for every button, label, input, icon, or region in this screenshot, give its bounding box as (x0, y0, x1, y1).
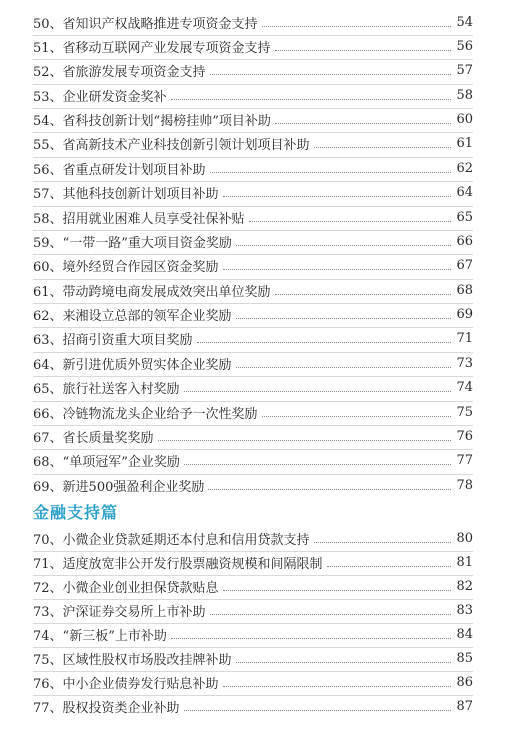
toc-entry-page: 66 (456, 234, 473, 249)
toc-entry-title: 63、招商引资重大项目奖励 (33, 333, 193, 348)
toc-entry[interactable] (33, 59, 473, 82)
toc-entry-title: 66、冷链物流龙头企业给予一次性奖励 (33, 407, 258, 422)
toc-entry-title: 61、带动跨境电商发展成效突出单位奖励 (33, 285, 271, 300)
toc-entry-title: 57、其他科技创新计划项目补助 (33, 187, 219, 202)
toc-entry-page: 81 (456, 555, 473, 570)
toc-entry-page: 78 (456, 478, 473, 493)
toc-entry-page: 80 (456, 531, 473, 546)
toc-entry[interactable] (33, 132, 473, 155)
dot-leader (197, 342, 451, 343)
toc-entry[interactable] (33, 181, 473, 204)
dot-leader (327, 566, 451, 567)
toc-entry-title: 60、境外经贸合作园区资金奖励 (33, 260, 219, 275)
toc-entry-page: 68 (456, 283, 473, 298)
dot-leader (275, 294, 451, 295)
dot-leader (314, 147, 451, 148)
toc-entry-page: 83 (456, 603, 473, 618)
dot-leader (158, 440, 451, 441)
dot-leader (236, 662, 451, 663)
toc-entry-title: 62、来湘设立总部的领军企业奖励 (33, 309, 232, 324)
toc-entry-page: 56 (456, 39, 473, 54)
dot-leader (275, 50, 451, 51)
toc-entry[interactable] (33, 230, 473, 253)
toc-entry-page: 74 (456, 380, 473, 395)
toc-entry[interactable] (33, 671, 473, 694)
dot-leader (208, 489, 451, 490)
dot-leader (184, 391, 451, 392)
toc-entry-page: 61 (456, 136, 473, 151)
toc-entry[interactable] (33, 599, 473, 622)
toc-entry-page: 75 (456, 405, 473, 420)
toc-entry-title: 76、中小企业债券发行贴息补助 (33, 677, 219, 692)
toc-entry-title: 51、省移动互联网产业发展专项资金支持 (33, 41, 271, 56)
toc-entry-page: 60 (456, 112, 473, 127)
dot-leader (236, 245, 451, 246)
dot-leader (249, 221, 451, 222)
toc-entry-title: 77、股权投资类企业补助 (33, 701, 180, 716)
toc-entry-title: 58、招用就业困难人员享受社保补贴 (33, 212, 245, 227)
toc-entry-title: 52、省旅游发展专项资金支持 (33, 65, 206, 80)
section-heading: 金融支持篇 (33, 503, 119, 522)
toc-entry-page: 69 (456, 307, 473, 322)
toc-entry[interactable] (33, 449, 473, 472)
toc-entry-title: 50、省知识产权战略推进专项资金支持 (33, 17, 258, 32)
toc-entry[interactable] (33, 551, 473, 574)
toc-entry-page: 65 (456, 210, 473, 225)
toc-entry[interactable] (33, 425, 473, 448)
toc-entry-title: 59、“一带一路”重大项目资金奖励 (33, 236, 232, 251)
dot-leader (223, 269, 451, 270)
dot-leader (210, 74, 451, 75)
toc-entry-page: 85 (456, 651, 473, 666)
dot-leader (210, 172, 451, 173)
dot-leader (262, 26, 451, 27)
toc-entry-title: 56、省重点研发计划项目补助 (33, 163, 206, 178)
dot-leader (184, 464, 451, 465)
toc-entry-page: 73 (456, 356, 473, 371)
toc-entry[interactable] (33, 206, 473, 229)
toc-entry-page: 64 (456, 185, 473, 200)
toc-entry[interactable] (33, 108, 473, 131)
toc-entry[interactable] (33, 84, 473, 107)
dot-leader (262, 416, 451, 417)
dot-leader (314, 542, 451, 543)
toc-entry-page: 76 (456, 429, 473, 444)
toc-entry[interactable] (33, 11, 473, 34)
toc-entry-page: 57 (456, 63, 473, 78)
dot-leader (210, 614, 451, 615)
toc-entry-title: 75、区域性股权市场股改挂牌补助 (33, 653, 232, 668)
toc-entry-page: 71 (456, 331, 473, 346)
toc-entry[interactable] (33, 695, 473, 718)
toc-entry-title: 71、适度放宽非公开发行股票融资规模和间隔限制 (33, 557, 323, 572)
toc-entry[interactable] (33, 575, 473, 598)
toc-entry[interactable] (33, 401, 473, 424)
toc-entry[interactable] (33, 327, 473, 350)
toc-entry-page: 67 (456, 258, 473, 273)
dot-leader (236, 367, 451, 368)
dot-leader (223, 686, 451, 687)
dot-leader (275, 123, 451, 124)
toc-entry[interactable] (33, 352, 473, 375)
toc-entry-page: 84 (456, 627, 473, 642)
toc-entry[interactable] (33, 623, 473, 646)
toc-entry-title: 64、新引进优质外贸实体企业奖励 (33, 358, 232, 373)
toc-entry[interactable] (33, 527, 473, 550)
toc-entry-title: 70、小微企业贷款延期还本付息和信用贷款支持 (33, 533, 310, 548)
toc-entry[interactable] (33, 157, 473, 180)
toc-entry[interactable] (33, 254, 473, 277)
toc-entry-page: 58 (456, 88, 473, 103)
toc-entry-title: 55、省高新技术产业科技创新引领计划项目补助 (33, 138, 310, 153)
toc-entry-title: 67、省长质量奖奖励 (33, 431, 154, 446)
toc-entry-title: 53、企业研发资金奖补 (33, 90, 167, 105)
dot-leader (171, 99, 451, 100)
toc-entry[interactable] (33, 303, 473, 326)
dot-leader (223, 590, 451, 591)
toc-entry[interactable] (33, 279, 473, 302)
toc-entry-title: 72、小微企业创业担保贷款贴息 (33, 581, 219, 596)
toc-entry-page: 62 (456, 161, 473, 176)
dot-leader (223, 196, 451, 197)
toc-entry-page: 86 (456, 675, 473, 690)
toc-entry-page: 54 (456, 15, 473, 30)
toc-entry-title: 68、“单项冠军”企业奖励 (33, 455, 180, 470)
toc-entry-title: 65、旅行社送客入村奖励 (33, 382, 180, 397)
toc-entry-title: 54、省科技创新计划“揭榜挂帅”项目补助 (33, 114, 271, 129)
dot-leader (171, 638, 451, 639)
toc-entry-page: 82 (456, 579, 473, 594)
toc-entry-title: 74、“新三板”上市补助 (33, 629, 167, 644)
toc-entry-title: 73、沪深证券交易所上市补助 (33, 605, 206, 620)
dot-leader (184, 710, 451, 711)
toc-entry[interactable] (33, 474, 473, 497)
toc-entry[interactable] (33, 35, 473, 58)
dot-leader (236, 318, 451, 319)
toc-entry[interactable] (33, 376, 473, 399)
toc-entry-page: 87 (456, 699, 473, 714)
toc-entry[interactable] (33, 647, 473, 670)
toc-entry-page: 77 (456, 453, 473, 468)
toc-entry-title: 69、新进500强盈利企业奖励 (33, 480, 205, 495)
